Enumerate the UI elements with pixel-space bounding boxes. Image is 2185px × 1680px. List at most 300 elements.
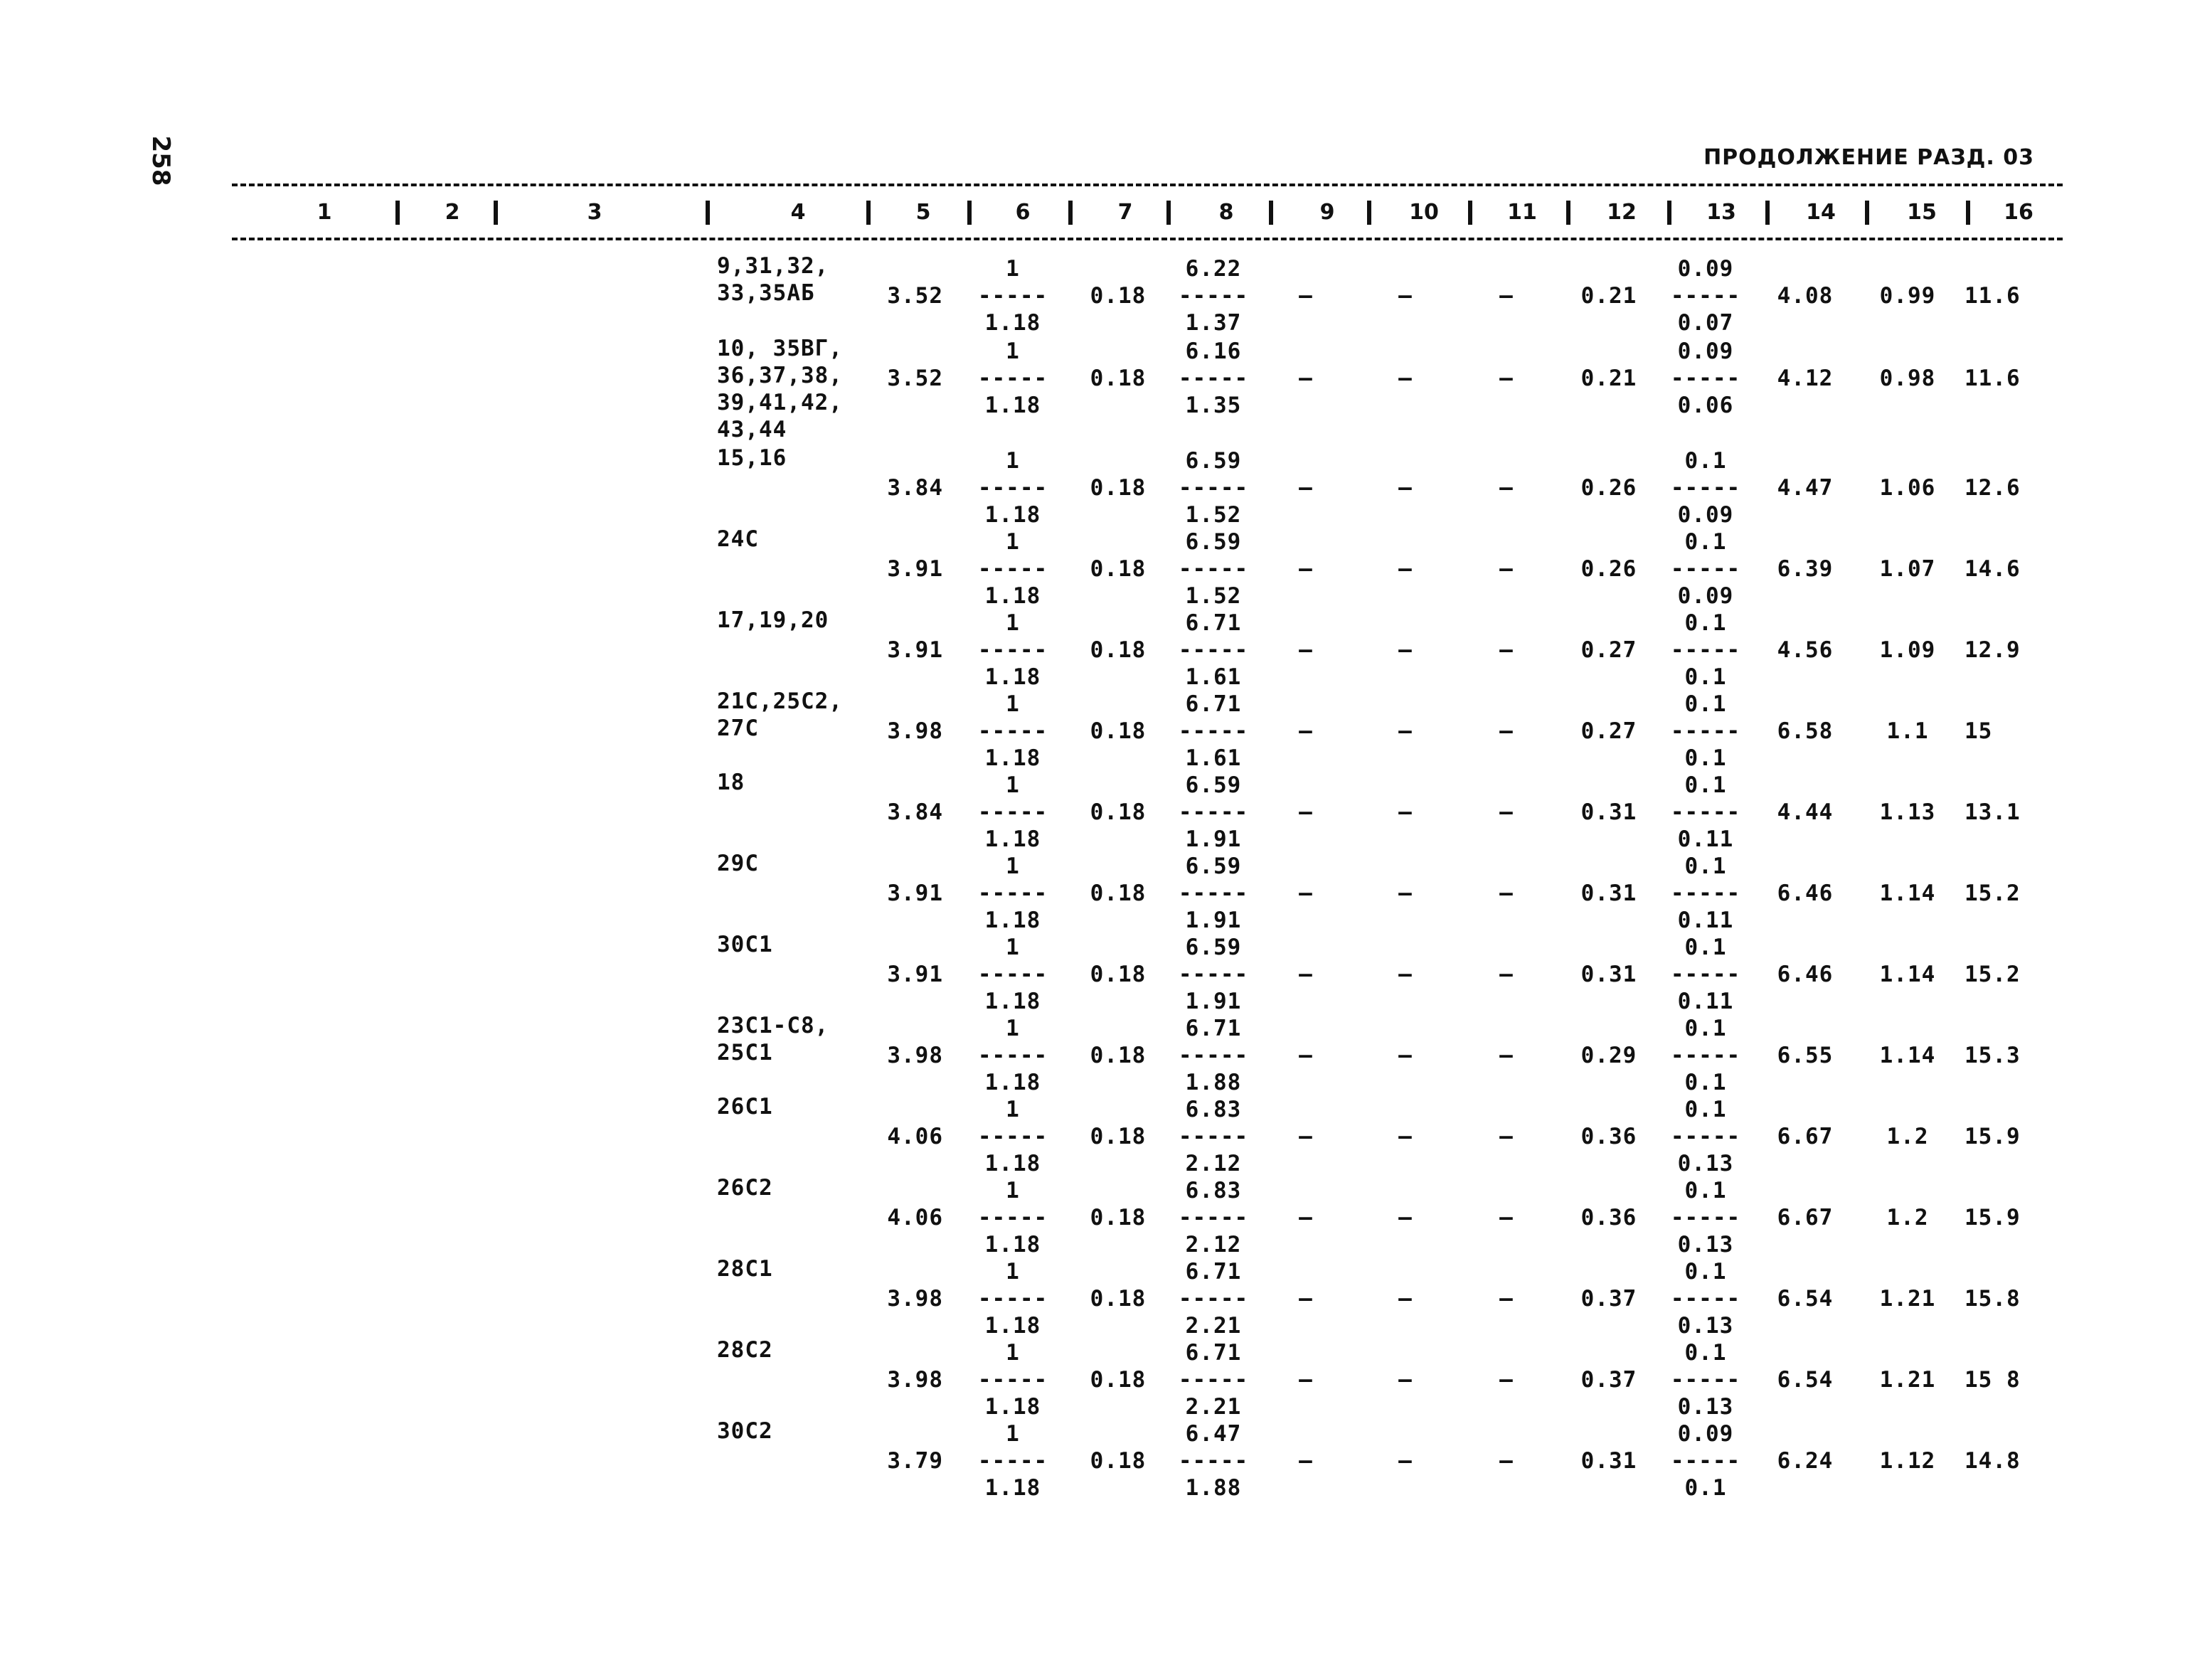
- cell-col7: 0.18: [1090, 283, 1147, 309]
- fraction-col13-bar: -----: [1670, 1043, 1741, 1068]
- column-separator: [1865, 201, 1869, 225]
- fraction-col8-top: 6.71: [1185, 1016, 1242, 1041]
- fraction-col8-bar: -----: [1178, 1205, 1249, 1230]
- row-label: 26С1: [717, 1094, 773, 1120]
- fraction-col13-top: 0.1: [1684, 448, 1727, 474]
- cell-col12: 0.29: [1580, 1043, 1637, 1068]
- cell-col14: 6.54: [1777, 1286, 1834, 1312]
- fraction-col6-bottom: 1.18: [984, 664, 1041, 690]
- cell-col15: 1.2: [1886, 1124, 1929, 1149]
- cell-col5: 3.98: [887, 1367, 943, 1393]
- cell-col16: 15.8: [1965, 1286, 2021, 1312]
- fraction-col8-bar: -----: [1178, 283, 1249, 309]
- cell-col14: 6.67: [1777, 1205, 1834, 1230]
- fraction-col8-bar: -----: [1178, 1367, 1249, 1393]
- column-separator: [395, 201, 400, 225]
- fraction-col13-bar: -----: [1670, 718, 1741, 744]
- fraction-col8-top: 6.16: [1185, 339, 1242, 364]
- fraction-col8-bottom: 1.35: [1185, 393, 1242, 418]
- cell-col14: 6.24: [1777, 1448, 1834, 1474]
- cell-col5: 3.79: [887, 1448, 943, 1474]
- fraction-col6-bottom: 1.18: [984, 1394, 1041, 1420]
- column-separator: [706, 201, 710, 225]
- row-label: 17,19,20: [717, 607, 829, 633]
- cell-col15: 1.21: [1879, 1286, 1936, 1312]
- column-separator: [1468, 201, 1472, 225]
- cell-col16: 14.6: [1965, 556, 2021, 582]
- cell-col14: 4.56: [1777, 637, 1834, 663]
- cell-col7: 0.18: [1090, 962, 1147, 987]
- fraction-col6-top: 1: [1006, 854, 1020, 879]
- column-separator: [1667, 201, 1671, 225]
- column-header-14: 14: [1806, 200, 1836, 225]
- fraction-col6-top: 1: [1006, 691, 1020, 717]
- row-label: 30С1: [717, 932, 773, 957]
- fraction-col8-bar: -----: [1178, 881, 1249, 906]
- cell-col12: 0.31: [1580, 1448, 1637, 1474]
- fraction-col13-bar: -----: [1670, 366, 1741, 391]
- cell-col7: 0.18: [1090, 366, 1147, 391]
- column-header-11: 11: [1507, 200, 1537, 225]
- cell-col5: 3.98: [887, 1043, 943, 1068]
- cell-col16: 15.9: [1965, 1124, 2021, 1149]
- fraction-col13-bar: -----: [1670, 556, 1741, 582]
- cell-col12: 0.36: [1580, 1205, 1637, 1230]
- fraction-col13-top: 0.1: [1684, 1178, 1727, 1203]
- fraction-col6-bar: -----: [977, 1286, 1048, 1312]
- cell-col12: 0.27: [1580, 637, 1637, 663]
- cell-col9: –: [1299, 881, 1313, 906]
- header-bottom-rule: [232, 238, 2063, 240]
- cell-col14: 6.54: [1777, 1367, 1834, 1393]
- fraction-col6-top: 1: [1006, 529, 1020, 555]
- fraction-col8-top: 6.71: [1185, 610, 1242, 636]
- fraction-col8-bottom: 1.88: [1185, 1070, 1242, 1095]
- fraction-col8-top: 6.59: [1185, 529, 1242, 555]
- fraction-col6-bottom: 1.18: [984, 1232, 1041, 1258]
- fraction-col13-bar: -----: [1670, 1205, 1741, 1230]
- fraction-col13-bottom: 0.1: [1684, 1475, 1727, 1501]
- fraction-col6-bar: -----: [977, 1043, 1048, 1068]
- cell-col9: –: [1299, 1286, 1313, 1312]
- fraction-col6-top: 1: [1006, 1421, 1020, 1447]
- fraction-col6-bar: -----: [977, 962, 1048, 987]
- fraction-col8-top: 6.59: [1185, 854, 1242, 879]
- cell-col11: –: [1499, 1367, 1514, 1393]
- cell-col16: 12.6: [1965, 475, 2021, 501]
- fraction-col8-bar: -----: [1178, 1448, 1249, 1474]
- page-number: 258: [147, 135, 175, 186]
- fraction-col6-bar: -----: [977, 1205, 1048, 1230]
- fraction-col13-bottom: 0.1: [1684, 745, 1727, 771]
- cell-col14: 4.08: [1777, 283, 1834, 309]
- cell-col10: –: [1398, 799, 1413, 825]
- row-label: 39,41,42,: [717, 390, 843, 415]
- fraction-col8-top: 6.47: [1185, 1421, 1242, 1447]
- fraction-col13-top: 0.1: [1684, 610, 1727, 636]
- row-label: 33,35АБ: [717, 280, 815, 306]
- cell-col9: –: [1299, 1043, 1313, 1068]
- fraction-col13-bar: -----: [1670, 881, 1741, 906]
- fraction-col8-bottom: 1.91: [1185, 908, 1242, 933]
- cell-col12: 0.37: [1580, 1367, 1637, 1393]
- cell-col11: –: [1499, 718, 1514, 744]
- fraction-col6-bottom: 1.18: [984, 826, 1041, 852]
- fraction-col6-bar: -----: [977, 799, 1048, 825]
- cell-col16: 15.3: [1965, 1043, 2021, 1068]
- column-header-7: 7: [1117, 200, 1133, 225]
- cell-col5: 3.91: [887, 881, 943, 906]
- cell-col5: 3.52: [887, 283, 943, 309]
- fraction-col6-top: 1: [1006, 339, 1020, 364]
- row-label: 27С: [717, 716, 759, 741]
- cell-col10: –: [1398, 283, 1413, 309]
- cell-col9: –: [1299, 1205, 1313, 1230]
- cell-col15: 1.1: [1886, 718, 1929, 744]
- cell-col14: 4.12: [1777, 366, 1834, 391]
- fraction-col6-bar: -----: [977, 283, 1048, 309]
- fraction-col8-top: 6.59: [1185, 448, 1242, 474]
- fraction-col6-bottom: 1.18: [984, 745, 1041, 771]
- fraction-col8-bar: -----: [1178, 1286, 1249, 1312]
- cell-col9: –: [1299, 1448, 1313, 1474]
- fraction-col13-bar: -----: [1670, 799, 1741, 825]
- cell-col15: 1.06: [1879, 475, 1936, 501]
- fraction-col8-top: 6.83: [1185, 1097, 1242, 1122]
- fraction-col8-top: 6.71: [1185, 1259, 1242, 1285]
- cell-col10: –: [1398, 1286, 1413, 1312]
- cell-col10: –: [1398, 1205, 1413, 1230]
- cell-col5: 3.91: [887, 962, 943, 987]
- fraction-col13-bar: -----: [1670, 1124, 1741, 1149]
- row-label: 43,44: [717, 417, 787, 442]
- fraction-col6-bottom: 1.18: [984, 393, 1041, 418]
- fraction-col8-top: 6.71: [1185, 691, 1242, 717]
- column-separator: [1166, 201, 1171, 225]
- column-separator: [1566, 201, 1570, 225]
- cell-col14: 4.44: [1777, 799, 1834, 825]
- cell-col5: 3.52: [887, 366, 943, 391]
- fraction-col6-bottom: 1.18: [984, 908, 1041, 933]
- cell-col7: 0.18: [1090, 1043, 1147, 1068]
- fraction-col13-bottom: 0.1: [1684, 1070, 1727, 1095]
- cell-col16: 15.2: [1965, 881, 2021, 906]
- fraction-col8-bar: -----: [1178, 637, 1249, 663]
- cell-col12: 0.21: [1580, 283, 1637, 309]
- cell-col7: 0.18: [1090, 1124, 1147, 1149]
- cell-col15: 1.2: [1886, 1205, 1929, 1230]
- cell-col12: 0.31: [1580, 881, 1637, 906]
- column-header-4: 4: [790, 200, 806, 225]
- row-label: 28С1: [717, 1256, 773, 1282]
- column-separator: [1269, 201, 1273, 225]
- fraction-col6-bar: -----: [977, 718, 1048, 744]
- cell-col7: 0.18: [1090, 1367, 1147, 1393]
- cell-col7: 0.18: [1090, 718, 1147, 744]
- row-label: 23С1-С8,: [717, 1013, 829, 1038]
- cell-col15: 1.13: [1879, 799, 1936, 825]
- fraction-col6-bottom: 1.18: [984, 583, 1041, 609]
- column-header-13: 13: [1706, 200, 1736, 225]
- fraction-col8-top: 6.83: [1185, 1178, 1242, 1203]
- fraction-col8-bottom: 1.52: [1185, 583, 1242, 609]
- cell-col11: –: [1499, 637, 1514, 663]
- cell-col15: 1.14: [1879, 1043, 1936, 1068]
- row-label: 26С2: [717, 1175, 773, 1201]
- fraction-col6-bottom: 1.18: [984, 1313, 1041, 1339]
- fraction-col13-bar: -----: [1670, 283, 1741, 309]
- cell-col9: –: [1299, 475, 1313, 501]
- column-separator: [866, 201, 871, 225]
- fraction-col8-top: 6.22: [1185, 256, 1242, 282]
- fraction-col6-bottom: 1.18: [984, 989, 1041, 1014]
- cell-col16: 15: [1965, 718, 1993, 744]
- cell-col16: 15.2: [1965, 962, 2021, 987]
- cell-col7: 0.18: [1090, 1286, 1147, 1312]
- cell-col16: 11.6: [1965, 366, 2021, 391]
- cell-col9: –: [1299, 637, 1313, 663]
- cell-col7: 0.18: [1090, 881, 1147, 906]
- row-label: 30С2: [717, 1418, 773, 1444]
- fraction-col8-bar: -----: [1178, 718, 1249, 744]
- fraction-col8-bottom: 1.61: [1185, 664, 1242, 690]
- column-header-8: 8: [1218, 200, 1234, 225]
- cell-col9: –: [1299, 799, 1313, 825]
- cell-col15: 1.07: [1879, 556, 1936, 582]
- section-heading: ПРОДОЛЖЕНИЕ РАЗД. 03: [1703, 145, 2034, 170]
- cell-col10: –: [1398, 637, 1413, 663]
- fraction-col13-bottom: 0.13: [1677, 1394, 1734, 1420]
- fraction-col8-bottom: 2.21: [1185, 1313, 1242, 1339]
- fraction-col13-bottom: 0.06: [1677, 393, 1734, 418]
- fraction-col8-bar: -----: [1178, 962, 1249, 987]
- cell-col12: 0.37: [1580, 1286, 1637, 1312]
- fraction-col13-bar: -----: [1670, 637, 1741, 663]
- column-separator: [967, 201, 972, 225]
- cell-col14: 6.55: [1777, 1043, 1834, 1068]
- fraction-col13-bottom: 0.11: [1677, 826, 1734, 852]
- column-header-15: 15: [1907, 200, 1937, 225]
- cell-col9: –: [1299, 962, 1313, 987]
- cell-col11: –: [1499, 962, 1514, 987]
- fraction-col6-bar: -----: [977, 1124, 1048, 1149]
- cell-col14: 6.39: [1777, 556, 1834, 582]
- fraction-col13-top: 0.1: [1684, 1097, 1727, 1122]
- fraction-col13-bottom: 0.11: [1677, 989, 1734, 1014]
- fraction-col13-bar: -----: [1670, 475, 1741, 501]
- row-label: 28С2: [717, 1337, 773, 1363]
- fraction-col6-top: 1: [1006, 610, 1020, 636]
- fraction-col13-top: 0.1: [1684, 691, 1727, 717]
- column-header-5: 5: [915, 200, 931, 225]
- fraction-col6-bottom: 1.18: [984, 1475, 1041, 1501]
- fraction-col8-bottom: 1.37: [1185, 310, 1242, 336]
- cell-col12: 0.21: [1580, 366, 1637, 391]
- cell-col12: 0.27: [1580, 718, 1637, 744]
- fraction-col13-bar: -----: [1670, 1367, 1741, 1393]
- cell-col16: 15 8: [1965, 1367, 2021, 1393]
- fraction-col13-bottom: 0.1: [1684, 664, 1727, 690]
- cell-col11: –: [1499, 283, 1514, 309]
- fraction-col13-bottom: 0.11: [1677, 908, 1734, 933]
- fraction-col6-bar: -----: [977, 637, 1048, 663]
- cell-col5: 4.06: [887, 1124, 943, 1149]
- fraction-col6-bar: -----: [977, 881, 1048, 906]
- fraction-col13-top: 0.1: [1684, 1016, 1727, 1041]
- fraction-col6-top: 1: [1006, 256, 1020, 282]
- column-separator: [1068, 201, 1073, 225]
- column-separator: [1765, 201, 1770, 225]
- column-header-16: 16: [2004, 200, 2034, 225]
- fraction-col8-bottom: 2.12: [1185, 1151, 1242, 1176]
- fraction-col8-top: 6.59: [1185, 772, 1242, 798]
- fraction-col6-top: 1: [1006, 448, 1020, 474]
- cell-col16: 12.9: [1965, 637, 2021, 663]
- column-separator: [494, 201, 498, 225]
- column-header-2: 2: [445, 200, 460, 225]
- fraction-col6-bar: -----: [977, 556, 1048, 582]
- cell-col11: –: [1499, 1043, 1514, 1068]
- fraction-col13-bottom: 0.13: [1677, 1232, 1734, 1258]
- cell-col9: –: [1299, 1124, 1313, 1149]
- fraction-col8-bottom: 1.91: [1185, 826, 1242, 852]
- fraction-col8-bar: -----: [1178, 366, 1249, 391]
- column-separator: [1367, 201, 1371, 225]
- column-header-12: 12: [1607, 200, 1637, 225]
- row-label: 10, 35ВГ,: [717, 336, 843, 361]
- fraction-col8-bottom: 1.91: [1185, 989, 1242, 1014]
- cell-col7: 0.18: [1090, 475, 1147, 501]
- cell-col15: 0.99: [1879, 283, 1936, 309]
- fraction-col13-bottom: 0.13: [1677, 1313, 1734, 1339]
- row-label: 29С: [717, 851, 759, 876]
- cell-col9: –: [1299, 1367, 1313, 1393]
- fraction-col13-bar: -----: [1670, 1286, 1741, 1312]
- cell-col10: –: [1398, 1124, 1413, 1149]
- cell-col7: 0.18: [1090, 637, 1147, 663]
- column-header-10: 10: [1409, 200, 1439, 225]
- fraction-col8-bar: -----: [1178, 1043, 1249, 1068]
- fraction-col6-top: 1: [1006, 1097, 1020, 1122]
- cell-col5: 3.84: [887, 475, 943, 501]
- cell-col10: –: [1398, 1367, 1413, 1393]
- cell-col11: –: [1499, 881, 1514, 906]
- row-label: 18: [717, 770, 745, 795]
- cell-col11: –: [1499, 1124, 1514, 1149]
- cell-col12: 0.31: [1580, 799, 1637, 825]
- cell-col7: 0.18: [1090, 799, 1147, 825]
- fraction-col6-top: 1: [1006, 1178, 1020, 1203]
- fraction-col6-top: 1: [1006, 1259, 1020, 1285]
- fraction-col6-bar: -----: [977, 1448, 1048, 1474]
- cell-col5: 3.98: [887, 718, 943, 744]
- column-header-9: 9: [1319, 200, 1335, 225]
- fraction-col13-top: 0.09: [1677, 1421, 1734, 1447]
- column-header-3: 3: [587, 200, 602, 225]
- fraction-col8-bottom: 2.21: [1185, 1394, 1242, 1420]
- cell-col10: –: [1398, 881, 1413, 906]
- column-header-6: 6: [1015, 200, 1031, 225]
- fraction-col13-bottom: 0.13: [1677, 1151, 1734, 1176]
- fraction-col13-bar: -----: [1670, 962, 1741, 987]
- fraction-col13-top: 0.1: [1684, 529, 1727, 555]
- fraction-col6-bar: -----: [977, 1367, 1048, 1393]
- cell-col15: 1.12: [1879, 1448, 1936, 1474]
- fraction-col8-bar: -----: [1178, 799, 1249, 825]
- cell-col9: –: [1299, 718, 1313, 744]
- cell-col10: –: [1398, 718, 1413, 744]
- fraction-col13-bar: -----: [1670, 1448, 1741, 1474]
- fraction-col8-top: 6.71: [1185, 1340, 1242, 1366]
- fraction-col13-top: 0.1: [1684, 772, 1727, 798]
- row-label: 21С,25С2,: [717, 689, 843, 714]
- row-label: 15,16: [717, 445, 787, 471]
- fraction-col6-bottom: 1.18: [984, 310, 1041, 336]
- cell-col10: –: [1398, 556, 1413, 582]
- cell-col12: 0.36: [1580, 1124, 1637, 1149]
- cell-col15: 1.14: [1879, 881, 1936, 906]
- cell-col10: –: [1398, 962, 1413, 987]
- cell-col11: –: [1499, 1448, 1514, 1474]
- cell-col9: –: [1299, 366, 1313, 391]
- cell-col5: 3.91: [887, 556, 943, 582]
- row-label: 36,37,38,: [717, 363, 843, 388]
- cell-col10: –: [1398, 1043, 1413, 1068]
- cell-col14: 6.58: [1777, 718, 1834, 744]
- cell-col12: 0.31: [1580, 962, 1637, 987]
- fraction-col8-bottom: 1.52: [1185, 502, 1242, 528]
- fraction-col13-top: 0.09: [1677, 339, 1734, 364]
- row-label: 9,31,32,: [717, 253, 829, 279]
- fraction-col8-bottom: 1.88: [1185, 1475, 1242, 1501]
- fraction-col8-top: 6.59: [1185, 935, 1242, 960]
- fraction-col13-bottom: 0.07: [1677, 310, 1734, 336]
- fraction-col13-top: 0.1: [1684, 1259, 1727, 1285]
- fraction-col6-top: 1: [1006, 772, 1020, 798]
- fraction-col6-bottom: 1.18: [984, 1070, 1041, 1095]
- cell-col7: 0.18: [1090, 556, 1147, 582]
- fraction-col8-bottom: 1.61: [1185, 745, 1242, 771]
- cell-col5: 3.91: [887, 637, 943, 663]
- fraction-col13-bottom: 0.09: [1677, 502, 1734, 528]
- cell-col7: 0.18: [1090, 1205, 1147, 1230]
- fraction-col6-bar: -----: [977, 366, 1048, 391]
- cell-col15: 1.14: [1879, 962, 1936, 987]
- cell-col11: –: [1499, 366, 1514, 391]
- cell-col15: 1.09: [1879, 637, 1936, 663]
- fraction-col6-top: 1: [1006, 1016, 1020, 1041]
- cell-col11: –: [1499, 799, 1514, 825]
- cell-col14: 6.67: [1777, 1124, 1834, 1149]
- cell-col16: 11.6: [1965, 283, 2021, 309]
- fraction-col13-top: 0.1: [1684, 854, 1727, 879]
- fraction-col13-top: 0.1: [1684, 935, 1727, 960]
- cell-col15: 1.21: [1879, 1367, 1936, 1393]
- column-separator: [1966, 201, 1970, 225]
- cell-col14: 6.46: [1777, 962, 1834, 987]
- cell-col10: –: [1398, 1448, 1413, 1474]
- cell-col11: –: [1499, 1286, 1514, 1312]
- fraction-col6-top: 1: [1006, 935, 1020, 960]
- cell-col16: 13.1: [1965, 799, 2021, 825]
- fraction-col8-bar: -----: [1178, 556, 1249, 582]
- cell-col11: –: [1499, 1205, 1514, 1230]
- row-label: 25С1: [717, 1040, 773, 1065]
- fraction-col13-top: 0.09: [1677, 256, 1734, 282]
- cell-col10: –: [1398, 366, 1413, 391]
- cell-col16: 14.8: [1965, 1448, 2021, 1474]
- cell-col16: 15.9: [1965, 1205, 2021, 1230]
